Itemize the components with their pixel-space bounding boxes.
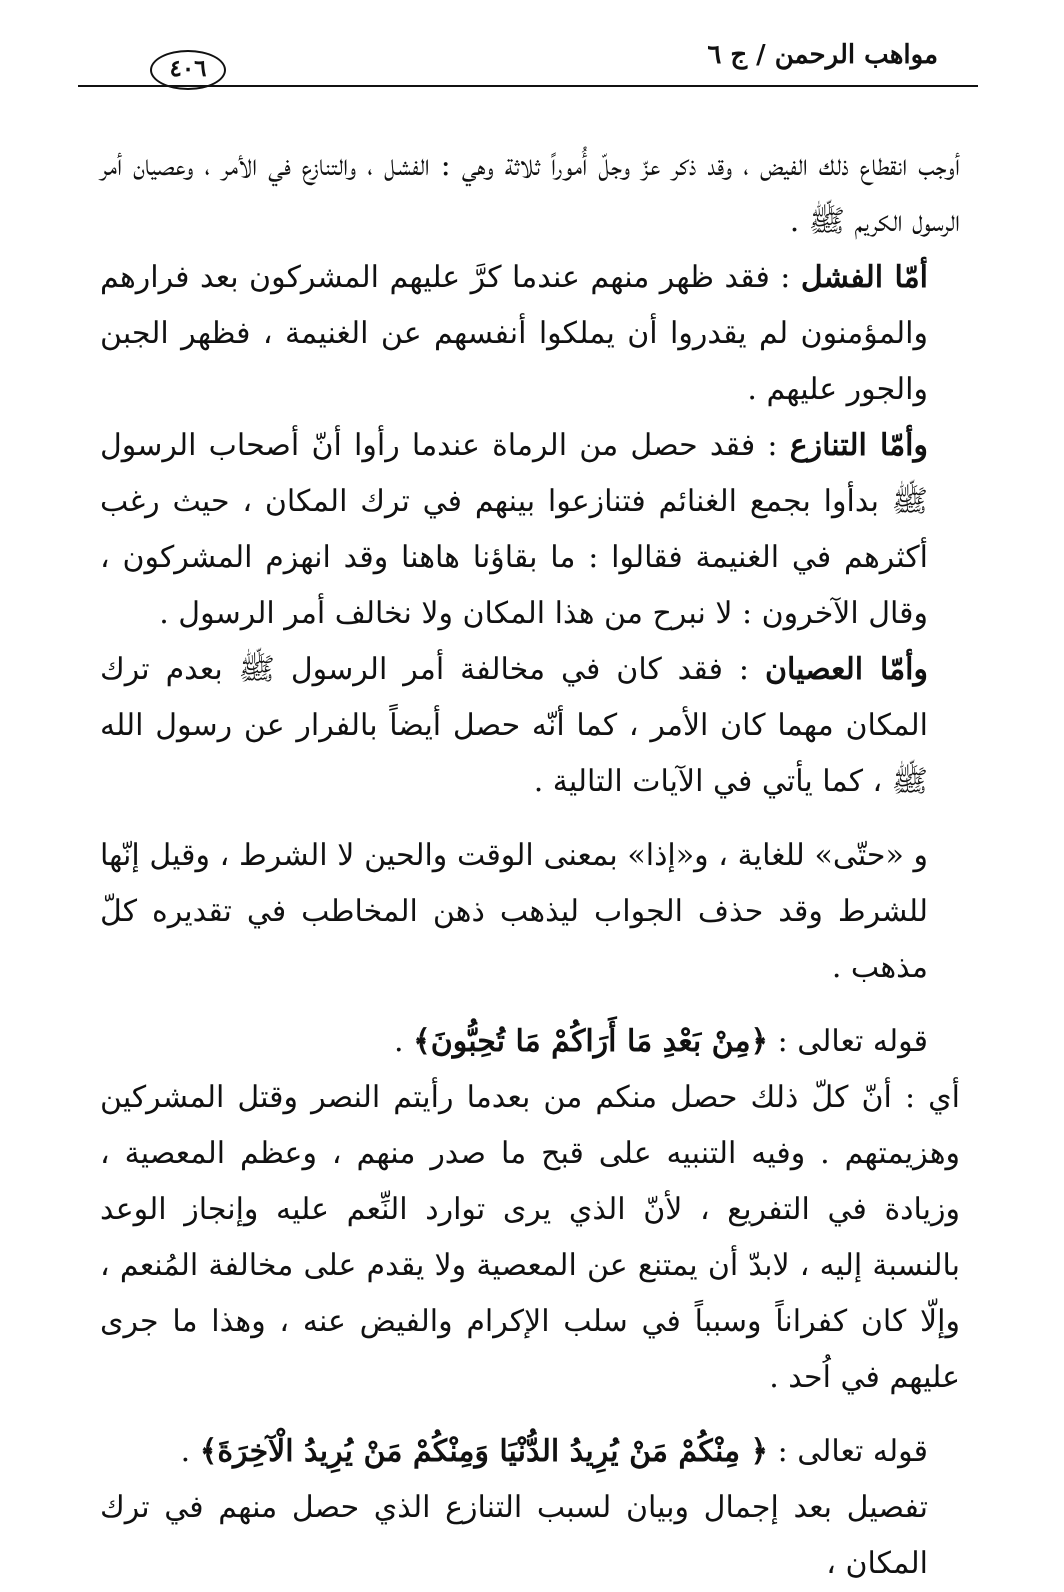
verse-end: . (394, 1024, 414, 1059)
paragraph-text: : فقد كان في مخالفة أمر الرسول ﷺ بعدم ترك المكان مهما كان الأمر ، كما أنّه حصل أيضاً بالفرار عن رسول الله ﷺ ، كما يأتي في الآيات التالية . (100, 652, 928, 799)
verse-line (100, 1424, 960, 1480)
paragraph-heading: أمّا الفشل (800, 260, 929, 295)
paragraph (100, 642, 960, 810)
page-number-badge: ٤٠٦ (150, 50, 226, 90)
verse-line (100, 1014, 960, 1070)
paragraph (100, 418, 960, 642)
header-divider (78, 85, 978, 87)
verse-intro: قوله تعالى : (768, 1024, 928, 1059)
page-header (78, 38, 978, 88)
verse-intro: قوله تعالى : (768, 1434, 928, 1469)
paragraph (100, 250, 960, 418)
quran-verse: ﴿ مِنْكُمْ مَنْ يُرِيدُ الدُّنْيَا وَمِنْكُمْ مَنْ يُرِيدُ الْآخِرَةَ﴾ (199, 1434, 769, 1469)
paragraph-heading: وأمّا التنازع (789, 428, 928, 463)
paragraph-text: : فقد حصل من الرماة عندما رأوا أنّ أصحاب الرسول ﷺ بدأوا بجمع الغنائم فتنازعوا بينهم في ترك المكان ، حيث رغب أكثرهم في الغنيمة فقالوا : ما بقاؤنا هاهنا وقد انهزم المشركون ، وقال الآخرون : لا نبرح من هذا المكان ولا نخالف أمر الرسول . (100, 428, 928, 631)
verse-end: . (180, 1434, 200, 1469)
paragraph: أوجب انقطاع ذلك الفيض ، وقد ذكر عزّ وجلّ أُموراً ثلاثة وهي : الفشل ، والتنازع في الأمر ، وعصيان أمر الرسول الكريم ﷺ . (100, 148, 960, 239)
paragraph: أي : أنّ كلّ ذلك حصل منكم من بعدما رأيتم النصر وقتل المشركين وهزيمتهم . وفيه التنبيه على قبح ما صدر منهم ، وعظم المعصية ، وزيادة في التفريع ، لأنّ الذي يرى توارد النِّعم عليه وإنجاز الوعد بالنسبة إليه ، لابدّ أن يمتنع عن المعصية ولا يقدم على مخالفة المُنعم ، وإلّا كان كفراناً وسبباً في سلب الإكرام والفيض عنه ، وهذا ما جرى عليهم في اُحد . (100, 1080, 960, 1395)
paragraph-text: : فقد ظهر منهم عندما كرَّ عليهم المشركون بعد فرارهم والمؤمنون لم يقدروا أن يملكوا أنفسهم عن الغنيمة ، فظهر الجبن والجور عليهم . (100, 260, 928, 407)
quran-verse: ﴿مِنْ بَعْدِ مَا أَرَاكُمْ مَا تُحِبُّونَ﴾ (413, 1024, 769, 1059)
paragraph-heading: وأمّا العصيان (764, 652, 929, 687)
paragraph: تفصيل بعد إجمال وبيان لسبب التنازع الذي حصل منهم في ترك المكان ، (100, 1490, 928, 1581)
running-title: مواهب الرحمن / ج ٦ (707, 40, 938, 70)
body-text (100, 138, 960, 1592)
paragraph: و «حتّى» للغاية ، و«إذا» بمعنى الوقت والحين لا الشرط ، وقيل إنّها للشرط وقد حذف الجواب ليذهب ذهن المخاطب في تقديره كلّ مذهب . (100, 838, 928, 985)
